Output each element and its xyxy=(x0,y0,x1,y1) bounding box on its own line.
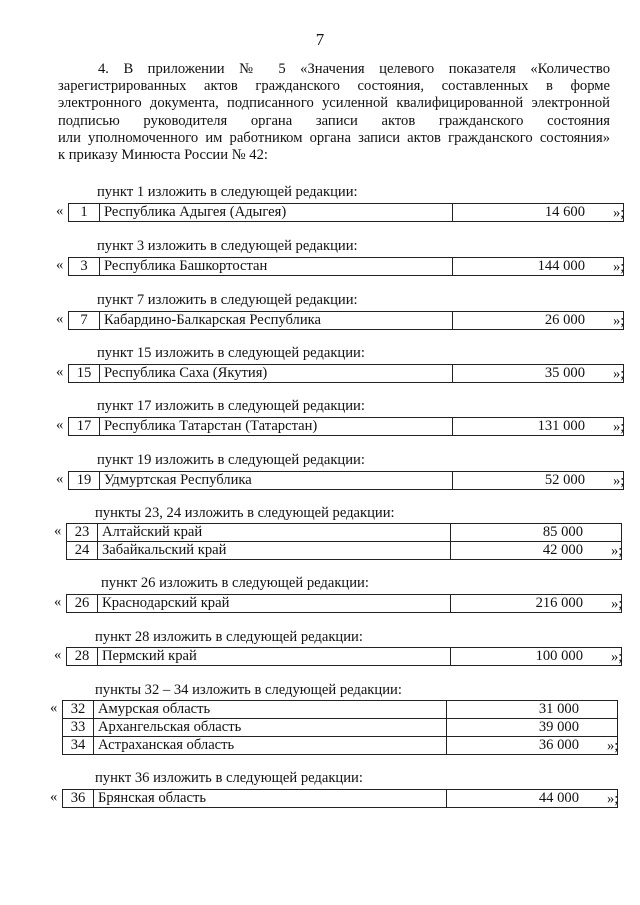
table-row xyxy=(69,312,624,330)
table-row xyxy=(69,472,624,490)
region-name: Алтайский край xyxy=(98,524,451,542)
region-name: Пермский край xyxy=(98,648,451,666)
section-heading: пункт 19 изложить в следующей редакции: xyxy=(97,452,365,468)
region-name: Астраханская область xyxy=(94,737,447,755)
table-row xyxy=(67,542,622,560)
open-quote: « xyxy=(54,523,62,539)
target-value: 44 000 xyxy=(447,790,618,808)
open-quote: « xyxy=(56,364,64,380)
close-quote: »; xyxy=(613,366,625,382)
table-row xyxy=(69,365,624,383)
region-table xyxy=(66,594,622,613)
table-row xyxy=(67,648,622,666)
region-table xyxy=(66,647,622,666)
section-heading: пункт 28 изложить в следующей редакции: xyxy=(95,629,363,645)
open-quote: « xyxy=(56,417,64,433)
open-quote: « xyxy=(50,789,58,805)
row-number: 17 xyxy=(69,418,100,436)
row-number: 23 xyxy=(67,524,98,542)
close-quote: »; xyxy=(611,596,623,612)
open-quote: « xyxy=(54,594,62,610)
table-row xyxy=(69,204,624,222)
region-name: Республика Саха (Якутия) xyxy=(100,365,453,383)
region-table xyxy=(68,364,624,383)
close-quote: »; xyxy=(611,543,623,559)
row-number: 3 xyxy=(69,258,100,276)
target-value: 42 000 xyxy=(451,542,622,560)
target-value: 31 000 xyxy=(447,701,618,719)
row-number: 26 xyxy=(67,595,98,613)
page-number: 7 xyxy=(315,30,325,49)
region-name: Республика Башкортостан xyxy=(100,258,453,276)
region-name: Брянская область xyxy=(94,790,447,808)
section-heading: пункт 7 изложить в следующей редакции: xyxy=(97,292,358,308)
intro-line: 4. В приложении № 5 «Значения целевого показателя «Количество xyxy=(98,61,610,77)
section-heading: пункт 3 изложить в следующей редакции: xyxy=(97,238,358,254)
row-number: 7 xyxy=(69,312,100,330)
intro-paragraph xyxy=(58,61,610,164)
target-value: 14 600 xyxy=(453,204,624,222)
table-row xyxy=(63,790,618,808)
close-quote: »; xyxy=(607,791,619,807)
section-heading: пункт 1 изложить в следующей редакции: xyxy=(97,184,358,200)
region-name: Кабардино-Балкарская Республика xyxy=(100,312,453,330)
intro-line: зарегистрированных актов гражданского состояния, составленных в форме xyxy=(58,78,610,95)
target-value: 100 000 xyxy=(451,648,622,666)
table-row xyxy=(63,701,618,719)
target-value: 36 000 xyxy=(447,737,618,755)
section-heading: пункты 23, 24 изложить в следующей редакции: xyxy=(95,505,395,521)
open-quote: « xyxy=(50,700,58,716)
region-name: Амурская область xyxy=(94,701,447,719)
region-table xyxy=(62,700,618,755)
row-number: 34 xyxy=(63,737,94,755)
table-row xyxy=(67,595,622,613)
region-table xyxy=(68,311,624,330)
open-quote: « xyxy=(56,471,64,487)
close-quote: »; xyxy=(607,738,619,754)
row-number: 28 xyxy=(67,648,98,666)
row-number: 19 xyxy=(69,472,100,490)
target-value: 39 000 xyxy=(447,719,618,737)
table-row xyxy=(69,258,624,276)
target-value: 85 000 xyxy=(451,524,622,542)
close-quote: »; xyxy=(613,259,625,275)
region-table xyxy=(68,257,624,276)
region-table xyxy=(68,417,624,436)
table-row xyxy=(63,737,618,755)
row-number: 36 xyxy=(63,790,94,808)
section-heading: пункт 15 изложить в следующей редакции: xyxy=(97,345,365,361)
open-quote: « xyxy=(56,311,64,327)
target-value: 35 000 xyxy=(453,365,624,383)
close-quote: »; xyxy=(613,313,625,329)
target-value: 52 000 xyxy=(453,472,624,490)
section-heading: пункты 32 – 34 изложить в следующей редакции: xyxy=(95,682,402,698)
open-quote: « xyxy=(56,203,64,219)
section-heading: пункт 26 изложить в следующей редакции: xyxy=(101,575,369,591)
target-value: 144 000 xyxy=(453,258,624,276)
region-name: Республика Татарстан (Татарстан) xyxy=(100,418,453,436)
table-row xyxy=(69,418,624,436)
region-name: Краснодарский край xyxy=(98,595,451,613)
row-number: 24 xyxy=(67,542,98,560)
row-number: 33 xyxy=(63,719,94,737)
intro-line: подписью руководителя органа записи актов гражданского состояния xyxy=(58,112,610,129)
section-heading: пункт 17 изложить в следующей редакции: xyxy=(97,398,365,414)
section-heading: пункт 36 изложить в следующей редакции: xyxy=(95,770,363,786)
intro-line: электронного документа, подписанного усиленной квалифицированной электронной xyxy=(58,95,610,112)
region-name: Республика Адыгея (Адыгея) xyxy=(100,204,453,222)
intro-line: к приказу Минюста России № 42: xyxy=(58,147,268,164)
target-value: 131 000 xyxy=(453,418,624,436)
row-number: 32 xyxy=(63,701,94,719)
region-name: Удмуртская Республика xyxy=(100,472,453,490)
close-quote: »; xyxy=(613,419,625,435)
region-name: Архангельская область xyxy=(94,719,447,737)
table-row xyxy=(63,719,618,737)
target-value: 26 000 xyxy=(453,312,624,330)
region-table xyxy=(68,471,624,490)
region-table xyxy=(62,789,618,808)
row-number: 15 xyxy=(69,365,100,383)
region-name: Забайкальский край xyxy=(98,542,451,560)
table-row xyxy=(67,524,622,542)
row-number: 1 xyxy=(69,204,100,222)
close-quote: »; xyxy=(613,473,625,489)
region-table xyxy=(68,203,624,222)
target-value: 216 000 xyxy=(451,595,622,613)
close-quote: »; xyxy=(613,205,625,221)
region-table xyxy=(66,523,622,560)
open-quote: « xyxy=(54,647,62,663)
intro-line: или уполномоченного им работником органа записи актов гражданского состояния» xyxy=(58,129,610,146)
close-quote: »; xyxy=(611,649,623,665)
open-quote: « xyxy=(56,257,64,273)
